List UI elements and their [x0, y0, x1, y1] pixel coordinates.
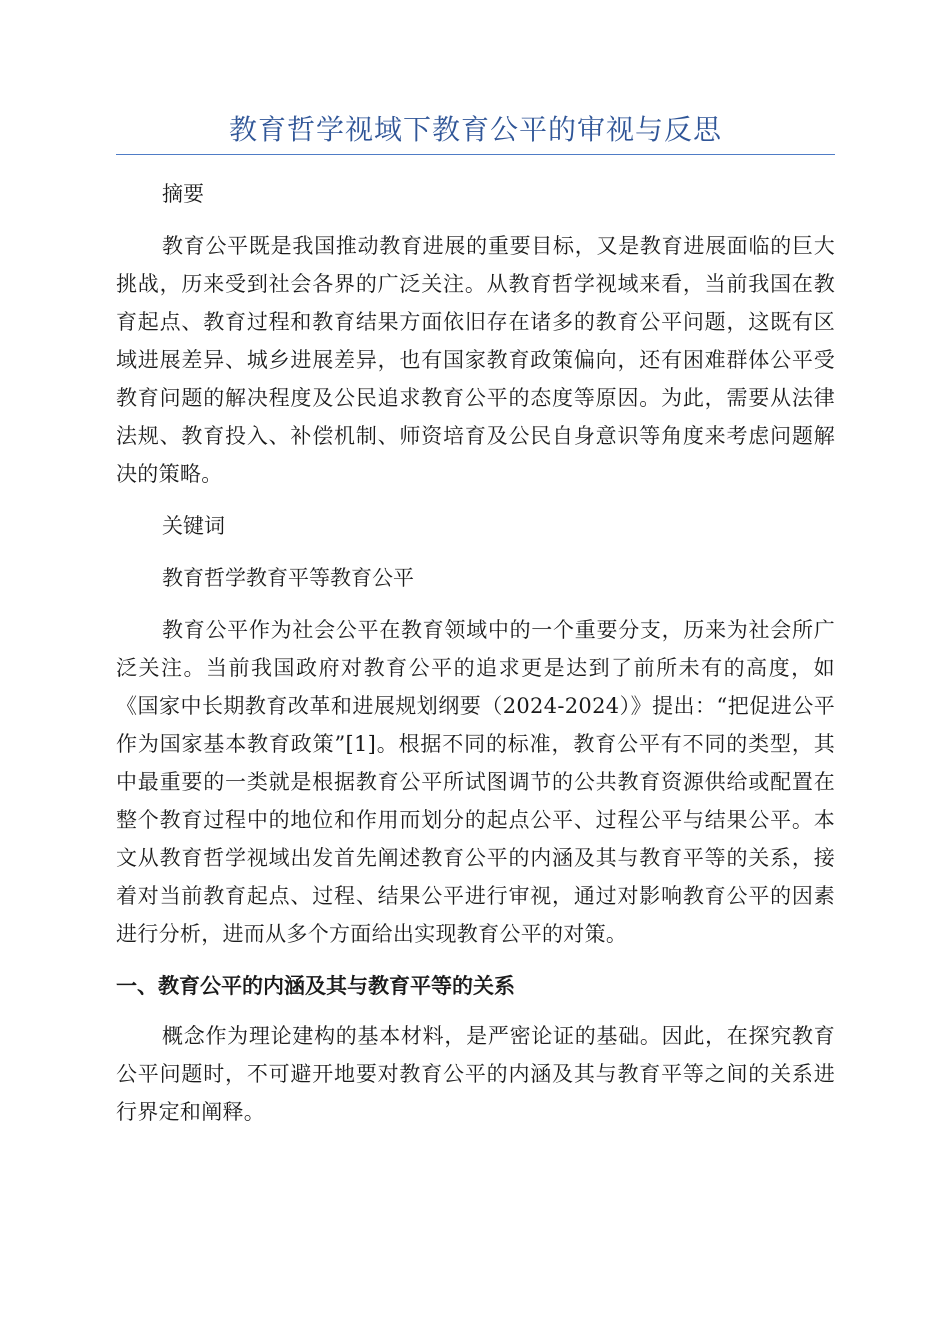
keywords-label: 关键词: [162, 514, 225, 538]
title-underline: [116, 154, 835, 155]
document-title: 教育哲学视域下教育公平的审视与反思: [228, 113, 722, 146]
section-1-heading: 一、教育公平的内涵及其与教育平等的关系: [116, 974, 515, 998]
section-1-paragraph: 概念作为理论建构的基本材料，是严密论证的基础。因此，在探究教育公平问题时，不可避开地要对教育公平的内涵及其与教育平等之间的关系进行界定和阐释。: [116, 1024, 835, 1124]
keywords-text: 教育哲学教育平等教育公平: [162, 566, 414, 590]
abstract-paragraph: 教育公平既是我国推动教育进展的重要目标，又是教育进展面临的巨大挑战，历来受到社会各界的广泛关注。从教育哲学视域来看，当前我国在教育起点、教育过程和教育结果方面依旧存在诸多的教育公平问题，这既有区域进展差异、城乡进展差异，也有国家教育政策偏向，还有困难群体公平受教育问题的解决程度及公民追求教育公平的态度等原因。为此，需要从法律法规、教育投入、补偿机制、师资培育及公民自身意识等角度来考虑问题解决的策略。: [116, 234, 835, 486]
abstract-label: 摘要: [162, 182, 204, 206]
intro-paragraph: 教育公平作为社会公平在教育领域中的一个重要分支，历来为社会所广泛关注。当前我国政府对教育公平的追求更是达到了前所未有的高度，如《国家中长期教育改革和进展规划纲要（2024-2024）》提出：“把促进公平作为国家基本教育政策”[1]。根据不同的标准，教育公平有不同的类型，其中最重要的一类就是根据教育公平所试图调节的公共教育资源供给或配置在整个教育过程中的地位和作用而划分的起点公平、过程公平与结果公平。本文从教育哲学视域出发首先阐述教育公平的内涵及其与教育平等的关系，接着对当前教育起点、过程、结果公平进行审视，通过对影响教育公平的因素进行分析，进而从多个方面给出实现教育公平的对策。: [116, 618, 835, 946]
document-page: [116, 108, 835, 1145]
